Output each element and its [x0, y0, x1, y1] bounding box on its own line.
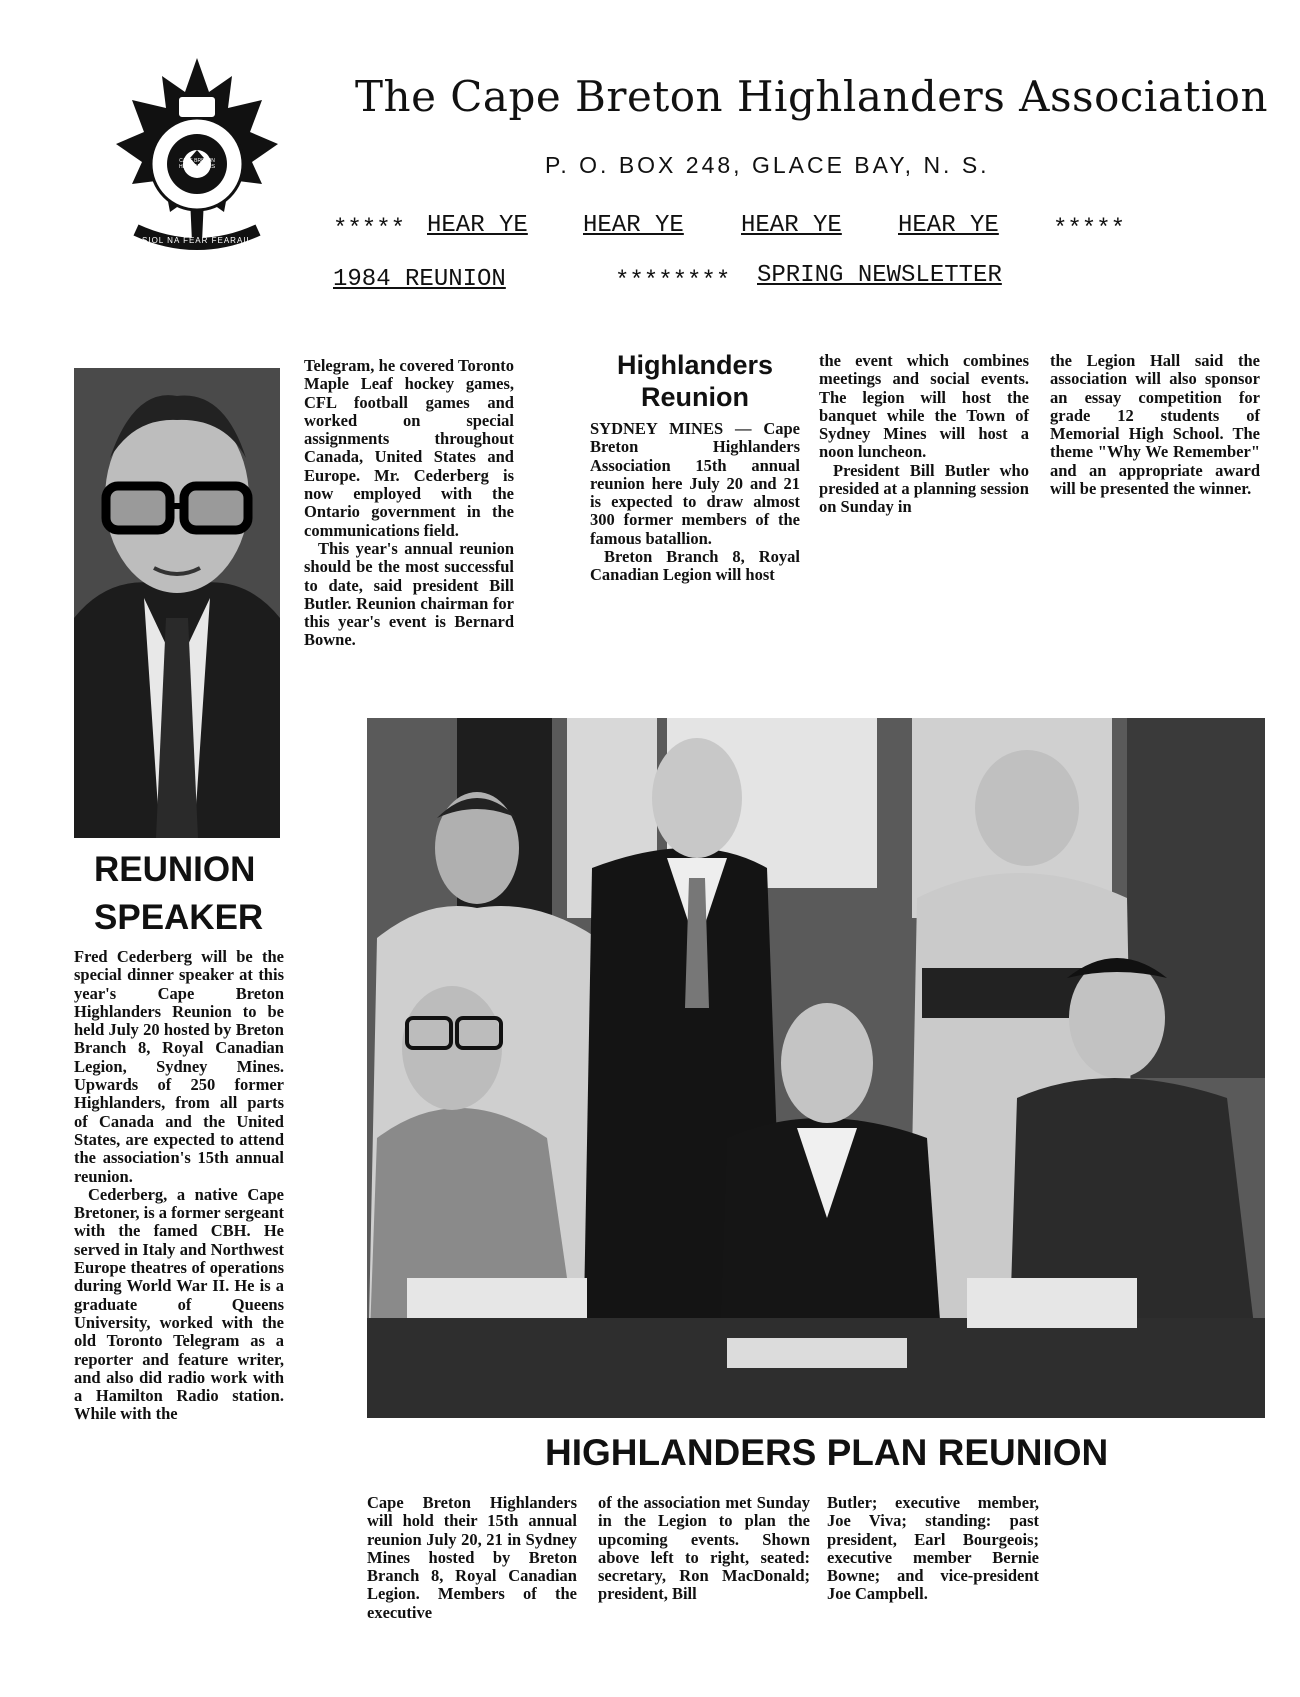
executive-group-photo: [367, 718, 1265, 1418]
speaker-story-column: [74, 948, 284, 1424]
speaker-heading-line2: SPEAKER: [94, 898, 264, 937]
speaker-continued-column: [304, 357, 514, 650]
reunion-column-2: [819, 352, 1029, 517]
crest-motto: SIOL NA FEAR FEARAIL: [142, 236, 252, 245]
reunion-paragraph: SYDNEY MINES — Cape Breton Highlanders Association 15th annual reunion here July 20 and 21 is expected to draw almost 300 former members of the famous batallion.: [590, 419, 800, 548]
reunion-headline-line1: Highlanders: [616, 350, 774, 380]
hear-ye-1: HEAR YE: [427, 212, 528, 239]
photo-story-headline: HIGHLANDERS PLAN REUNION: [545, 1432, 1109, 1473]
speaker-heading-line1: REUNION: [94, 850, 256, 889]
speaker-paragraph: Telegram, he covered Toronto Maple Leaf hockey games, CFL football games and worked on special assignments throughout Canada, United States and Europe. Mr. Cederberg is now employed with the Ontario government in the communications field.: [304, 356, 514, 540]
reunion-paragraph: the event which combines meetings and social events. The legion will host the banquet while the Town of Sydney Mines will host a noon luncheon.: [819, 351, 1029, 462]
photo-caption-col1: Cape Breton Highlanders will hold their 15th annual reunion July 20, 21 in Sydney Mines hosted by Breton Branch 8, Royal Canadian Legion. Members of the executive: [367, 1493, 577, 1622]
hear-ye-2: HEAR YE: [583, 212, 684, 239]
reunion-headline-line2: Reunion: [641, 382, 749, 412]
reunion-column-1: [590, 420, 800, 585]
speaker-paragraph: This year's annual reunion should be the most successful to date, said president Bill Butler. Reunion chairman for this year's event is Bernard Bowne.: [304, 538, 514, 650]
reunion-label: 1984 REUNION: [333, 266, 506, 293]
masthead-title: The Cape Breton Highlanders Association: [355, 72, 1269, 121]
newsletter-label: SPRING NEWSLETTER: [757, 262, 1002, 289]
banner-stars-mid: ********: [615, 268, 731, 295]
speaker-portrait-photo: [74, 368, 280, 838]
speaker-paragraph: Cederberg, a native Cape Bretoner, is a former sergeant with the famed CBH. He served in Italy and Northwest Europe theatres of operations during World War II. He is a graduate of Queens University, worked with the old Toronto Telegram as a reporter and feature writer, and also did radio work with a Hamilton Radio station. While with the: [74, 1184, 285, 1424]
reunion-paragraph: President Bill Butler who presided at a planning session on Sunday in: [819, 460, 1029, 517]
crest-ring-text: CAPE BRETON HIGHLANDERS: [178, 158, 216, 170]
banner-stars-right: *****: [1053, 216, 1126, 243]
reunion-paragraph: Breton Branch 8, Royal Canadian Legion will host: [590, 547, 800, 585]
photo-caption-col2: of the association met Sunday in the Legion to plan the upcoming events. Shown above left to right, seated: secretary, Ron MacDonald; president, Bill: [598, 1493, 810, 1604]
maple-leaf-crest-icon: [112, 52, 282, 257]
association-crest: [112, 52, 282, 257]
reunion-paragraph: the Legion Hall said the association will also sponsor an essay competition for grade 12 students of Memorial High School. The theme "Why We Remember" and an appropriate award will be presented the winner.: [1050, 351, 1260, 499]
reunion-column-3: [1050, 352, 1260, 498]
hear-ye-4: HEAR YE: [898, 212, 999, 239]
photo-caption-col3: Butler; executive member, Joe Viva; standing: past president, Earl Bourgeois; executive member Bernie Bowne; and vice-president Joe Campbell.: [827, 1493, 1039, 1604]
masthead-address: P. O. BOX 248, GLACE BAY, N. S.: [545, 152, 990, 178]
hear-ye-3: HEAR YE: [741, 212, 842, 239]
speaker-paragraph: Fred Cederberg will be the special dinner speaker at this year's Cape Breton Highlanders Reunion to be held July 20 hosted by Breton Branch 8, Royal Canadian Legion, Sydney Mines. Upwards of 250 former Highlanders, from all parts of Canada and the United States, are expected to attend the association's 15th annual reunion.: [74, 947, 284, 1186]
banner-stars-left: *****: [333, 216, 406, 243]
